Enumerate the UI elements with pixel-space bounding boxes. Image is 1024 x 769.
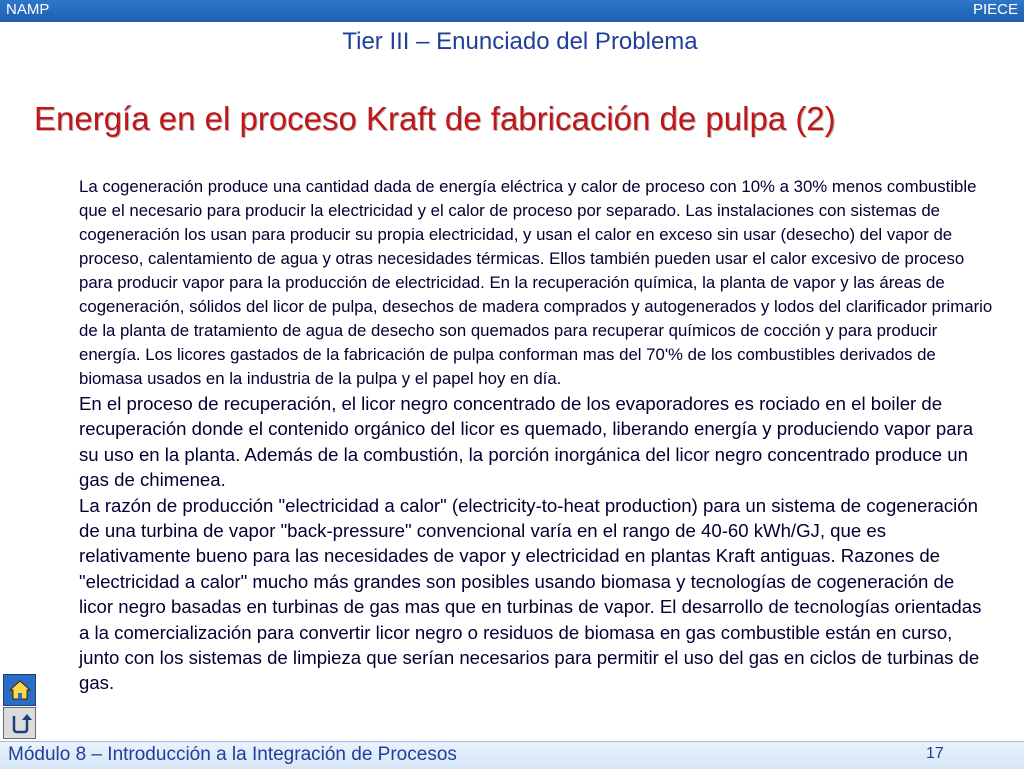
tier-title: Tier III – Enunciado del Problema xyxy=(342,28,698,55)
header-left-label: NAMP xyxy=(6,1,50,18)
slide-body xyxy=(79,175,993,696)
home-button[interactable] xyxy=(3,674,36,706)
footer-bar xyxy=(0,741,1024,769)
return-button[interactable] xyxy=(3,707,36,739)
paragraph-electricity-to-heat: La razón de producción "electricidad a calor" (electricity-to-heat production) para un sistema de cogeneración de una turbina de vapor "back-pressure" convencional varía en el rango de 40-60 kWh/GJ, que es relativamente bueno para las necesidades de vapor y electricidad en plantas Kraft antiguas. Razones de "electricidad a calor" mucho más grandes son posibles usando biomasa y tecnologías de cogeneración de licor negro basadas en turbinas de gas mas que en turbinas de vapor. El desarrollo de tecnologías orientadas a la comercialización para convertir licor negro o residuos de biomasa en gas combustible están en curso, junto con los sistemas de limpieza que serían necesarios para permitir el uso del gas en ciclos de turbinas de gas. xyxy=(79,494,982,694)
footer-module-label: Módulo 8 – Introducción a la Integración de Procesos xyxy=(8,744,457,765)
header-right-label: PIECE xyxy=(972,1,1018,18)
page-number: 17 xyxy=(926,745,944,762)
paragraph-cogeneration: La cogeneración produce una cantidad dada de energía eléctrica y calor de proceso con 10% a 30% menos combustible que el necesario para producir la electricidad y el calor de proceso por separado. Las instalaciones con sistemas de cogeneración los usan para producir su propia electricidad, y usan el calor en exceso sin usar (desecho) del vapor de proceso, calentamiento de agua y otras necesidades térmicas. Ellos también pueden usar el calor excesivo de proceso para producir vapor para la producción de electricidad. En la recuperación química, la planta de vapor y las áreas de cogeneración, sólidos del licor de pulpa, desechos de madera comprados y autogenerados y lodos del clarificador primario de la planta de tratamiento de agua de desecho son quemados para recuperar químicos de cocción y para producir energía. Los licores gastados de la fabricación de pulpa conforman mas del 70'% de los combustibles derivados de biomasa usados en la industria de la pulpa y el papel hoy en día. xyxy=(79,177,993,388)
paragraph-recovery: En el proceso de recuperación, el licor negro concentrado de los evaporadores es rociado en el boiler de recuperación donde el contenido orgánico del licor es quemado, liberando energía y produciendo vapor para su uso en la planta. Además de la combustión, la porción inorgánica del licor negro concentrado produce un gas de chimenea. xyxy=(79,393,974,491)
header-bar xyxy=(0,0,1024,22)
return-arrow-icon xyxy=(8,711,32,735)
home-icon xyxy=(8,678,32,702)
slide-title: Energía en el proceso Kraft de fabricación de pulpa (2) xyxy=(34,100,836,137)
